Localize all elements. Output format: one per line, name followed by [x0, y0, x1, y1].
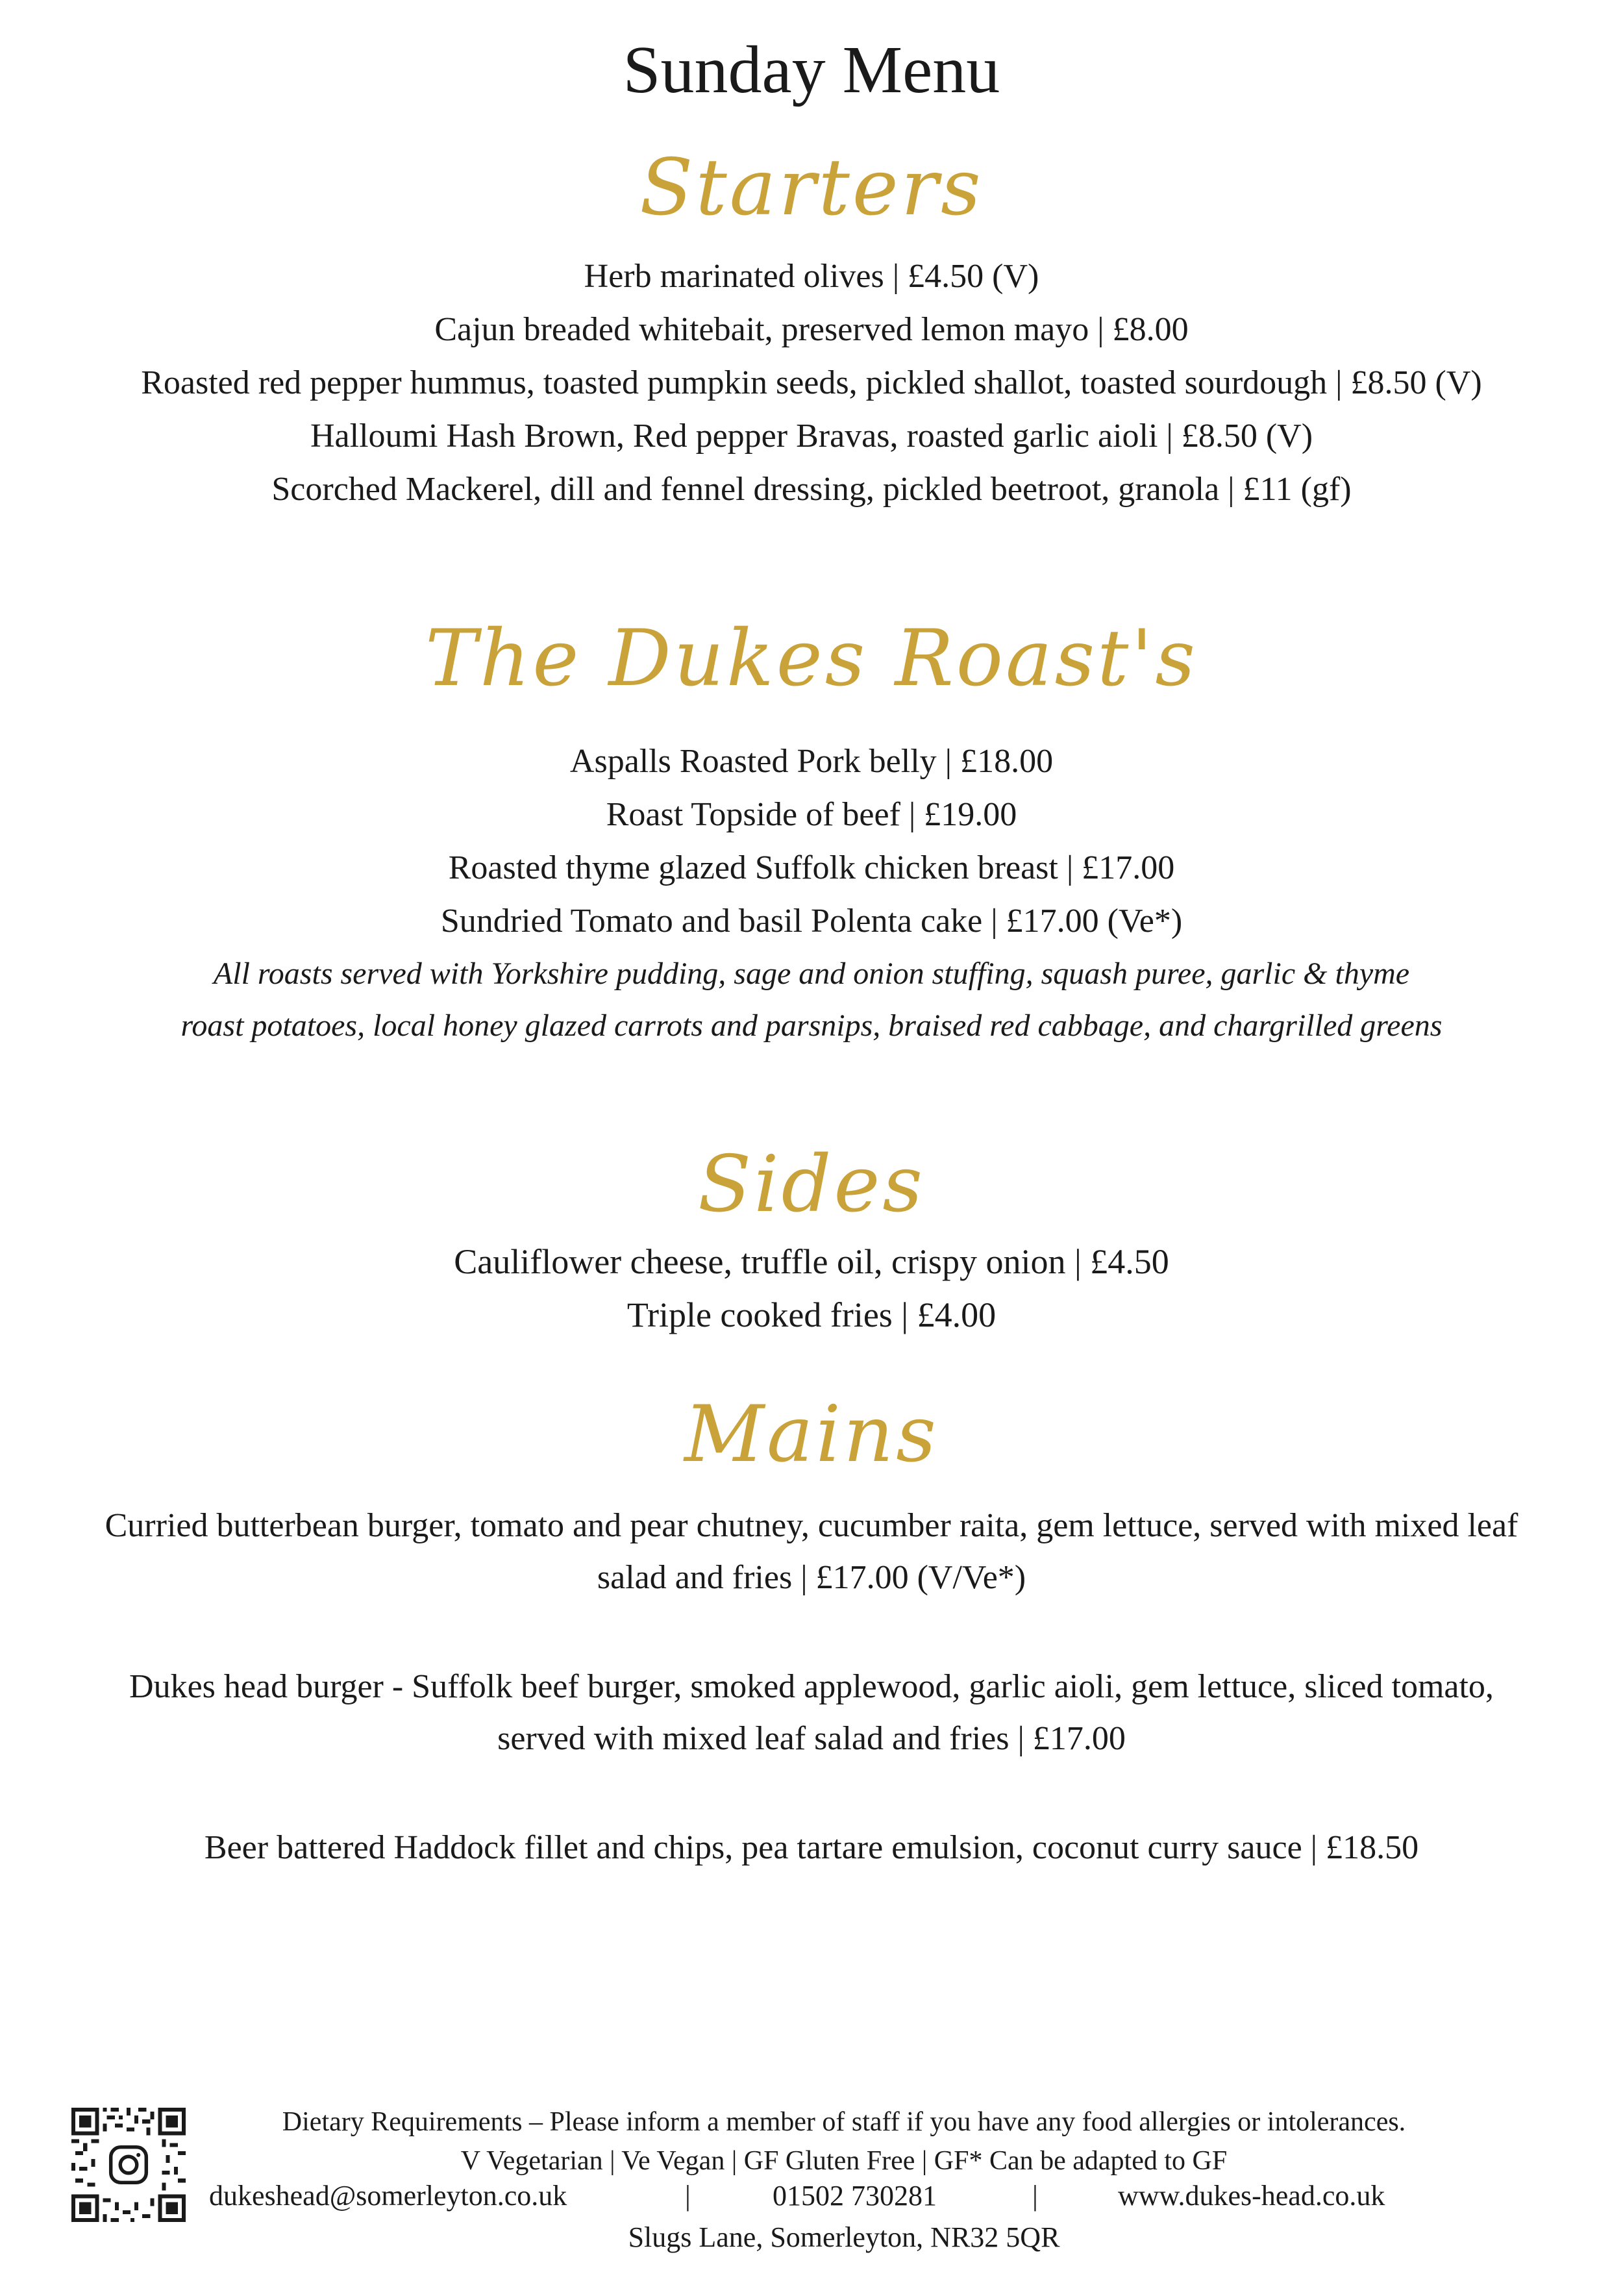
main-item-line: served with mixed leaf salad and fries | £17.00 [497, 1720, 1126, 1757]
roast-item: Aspalls Roasted Pork belly | £18.00 [569, 743, 1054, 780]
roasts-list [0, 735, 1623, 1052]
contact-separator: | [685, 2180, 691, 2212]
contact-separator: | [1032, 2180, 1038, 2212]
mains-list [0, 1500, 1623, 1874]
starter-item: Cajun breaded whitebait, preserved lemon mayo | £8.00 [434, 311, 1189, 348]
starter-item: Roasted red pepper hummus, toasted pumpkin seeds, pickled shallot, toasted sourdough | £8.50 (V) [141, 364, 1482, 401]
main-item-line: salad and fries | £17.00 (V/Ve*) [597, 1559, 1026, 1596]
roast-item: Sundried Tomato and basil Polenta cake | £17.00 (Ve*) [440, 903, 1183, 940]
footer-info [195, 2103, 1493, 2180]
sides-heading: Sides [698, 1140, 925, 1230]
roast-item: Roast Topside of beef | £19.00 [606, 796, 1017, 833]
starter-item: Scorched Mackerel, dill and fennel dressing, pickled beetroot, granola | £11 (gf) [271, 471, 1352, 508]
address: Slugs Lane, Somerleyton, NR32 5QR [628, 2221, 1060, 2253]
main-item-line: Curried butterbean burger, tomato and pear chutney, cucumber raita, gem lettuce, served with mixed leaf [105, 1507, 1518, 1544]
starters-list [0, 250, 1623, 516]
phone-number[interactable]: 01502 730281 [773, 2180, 937, 2212]
roast-note: All roasts served with Yorkshire pudding, sage and onion stuffing, squash puree, garlic & thyme [213, 956, 1410, 991]
mains-heading: Mains [684, 1390, 939, 1480]
sides-list [0, 1235, 1623, 1341]
side-item: Cauliflower cheese, truffle oil, crispy onion | £4.50 [454, 1242, 1169, 1281]
main-item-line: Dukes head burger - Suffolk beef burger, smoked applewood, garlic aioli, gem lettuce, sliced tomato, [129, 1668, 1494, 1705]
starter-item: Herb marinated olives | £4.50 (V) [584, 258, 1039, 295]
dietary-key: V Vegetarian | Ve Vegan | GF Gluten Free | GF* Can be adapted to GF [460, 2146, 1228, 2176]
contact-row [0, 2177, 1623, 2215]
main-item-line: Beer battered Haddock fillet and chips, pea tartare emulsion, coconut curry sauce | £18.50 [204, 1829, 1419, 1866]
starters-heading: Starters [639, 143, 984, 233]
page-title: Sunday Menu [623, 32, 1000, 107]
dietary-note: Dietary Requirements – Please inform a member of staff if you have any food allergies or intolerances. [282, 2107, 1406, 2137]
starter-item: Halloumi Hash Brown, Red pepper Bravas, roasted garlic aioli | £8.50 (V) [310, 418, 1313, 455]
roast-note: roast potatoes, local honey glazed carrots and parsnips, braised red cabbage, and chargrilled greens [180, 1008, 1443, 1043]
roasts-heading: The Dukes Roast's [425, 614, 1198, 704]
email-link[interactable]: dukeshead@somerleyton.co.uk [209, 2180, 567, 2212]
website-link[interactable]: www.dukes-head.co.uk [1118, 2180, 1385, 2212]
roast-item: Roasted thyme glazed Suffolk chicken breast | £17.00 [448, 849, 1175, 886]
side-item: Triple cooked fries | £4.00 [626, 1295, 997, 1334]
